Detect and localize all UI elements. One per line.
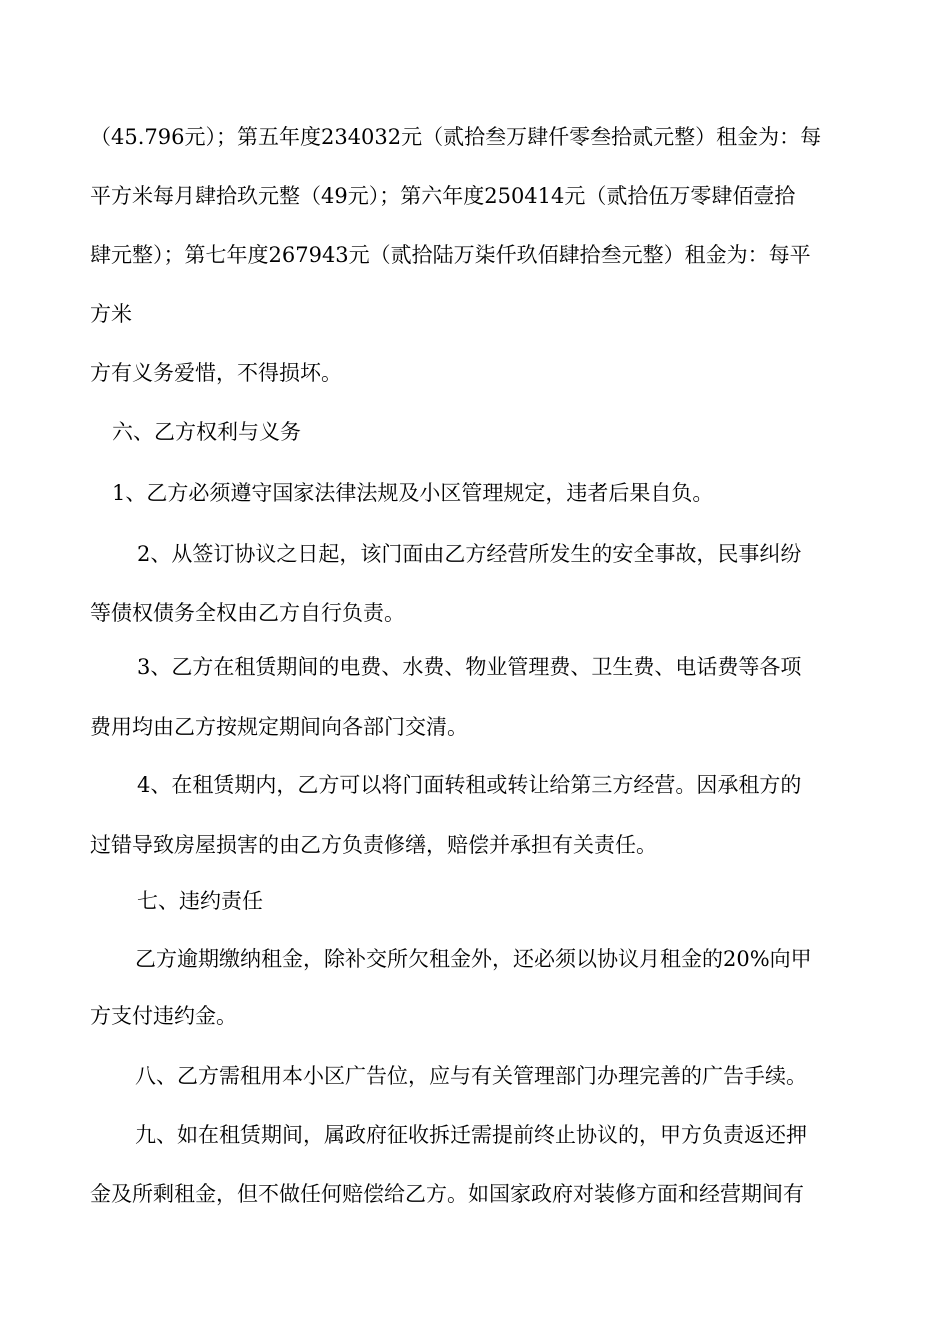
clause-7-line-1: 乙方逾期缴纳租金，除补交所欠租金外，还必须以协议月租金的20%向甲 (135, 947, 812, 971)
clause-6-2-line-1: 2、从签订协议之日起，该门面由乙方经营所发生的安全事故，民事纠纷 (137, 542, 802, 566)
clause-6-3-line-2: 费用均由乙方按规定期间向各部门交清。 (90, 715, 468, 739)
clause-7-line-2: 方支付违约金。 (90, 1004, 237, 1028)
text-line-2: 平方米每月肆拾玖元整（49元）；第六年度250414元（贰拾伍万零肆佰壹拾 (90, 184, 796, 208)
text-line-5: 方有义务爱惜，不得损坏。 (90, 361, 342, 385)
section-9-line-2: 金及所剩租金，但不做任何赔偿给乙方。如国家政府对装修方面和经营期间有 (90, 1182, 804, 1206)
clause-6-4-line-1: 4、在租赁期内，乙方可以将门面转租或转让给第三方经营。因承租方的 (137, 773, 802, 797)
section-9-line-1: 九、如在租赁期间，属政府征收拆迁需提前终止协议的，甲方负责返还押 (135, 1123, 807, 1147)
section-8: 八、乙方需租用本小区广告位，应与有关管理部门办理完善的广告手续。 (135, 1064, 807, 1088)
clause-6-3-line-1: 3、乙方在租赁期间的电费、水费、物业管理费、卫生费、电话费等各项 (137, 655, 802, 679)
clause-6-1: 1、乙方必须遵守国家法律法规及小区管理规定，违者后果自负。 (112, 481, 714, 505)
section-heading-6: 六、乙方权利与义务 (112, 420, 301, 444)
text-line-3: 肆元整）；第七年度267943元（贰拾陆万柒仟玖佰肆拾叁元整）租金为：每平 (90, 243, 811, 267)
text-line-4: 方米 (90, 302, 132, 326)
clause-6-4-line-2: 过错导致房屋损害的由乙方负责修缮，赔偿并承担有关责任。 (90, 833, 657, 857)
text-line-1: （45.796元）；第五年度234032元（贰拾叁万肆仟零叁拾贰元整）租金为：每 (90, 125, 822, 149)
section-heading-7: 七、违约责任 (137, 889, 263, 913)
clause-6-2-line-2: 等债权债务全权由乙方自行负责。 (90, 601, 405, 625)
